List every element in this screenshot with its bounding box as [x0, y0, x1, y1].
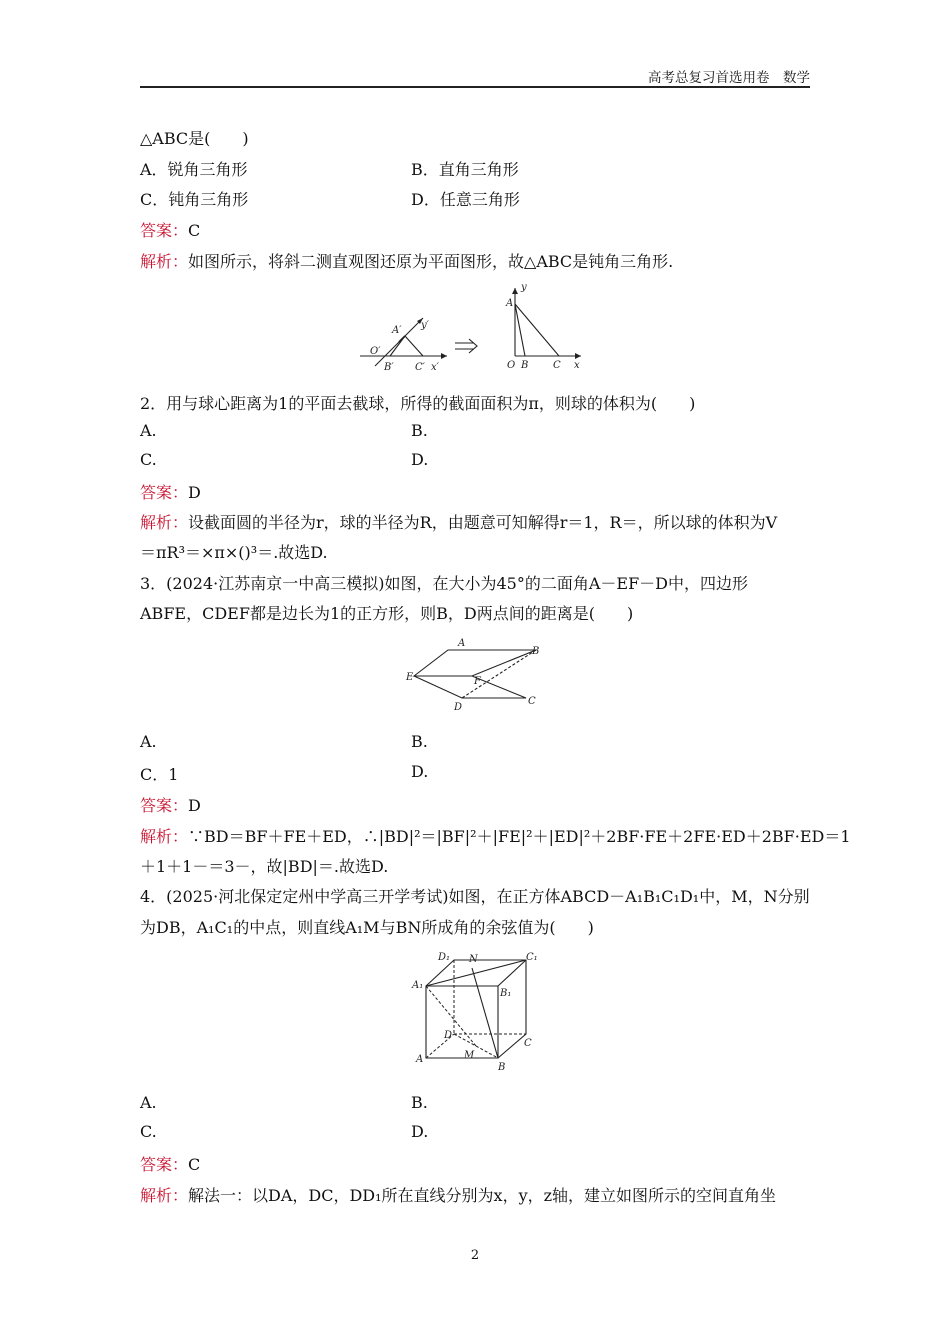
label-c: C	[528, 696, 536, 707]
q3-analysis-line1	[140, 824, 851, 847]
x-prime-arrowhead	[441, 353, 447, 359]
q4-option-d: D.	[411, 1122, 429, 1141]
label-a: A	[458, 638, 466, 649]
segment-ab-prime	[390, 336, 405, 356]
label-x: x	[574, 360, 580, 371]
label-b: B	[498, 1062, 506, 1073]
q3-option-d: D.	[411, 762, 429, 781]
label-c1: C₁	[526, 952, 538, 963]
q1-stem-tail: △ABC是( )	[140, 129, 249, 148]
q1-option-d: D．任意三角形	[411, 190, 520, 209]
page-number: 2	[470, 1248, 480, 1263]
label-y: y	[521, 282, 527, 293]
segment-bd	[462, 650, 536, 698]
label-f: F	[474, 676, 481, 687]
label-d: D	[444, 1030, 453, 1041]
label-a1: A₁	[412, 980, 424, 991]
label-d: D	[454, 702, 463, 713]
label-b: B	[532, 646, 540, 657]
q3-option-c: C．1	[140, 765, 179, 784]
q4-analysis	[140, 1183, 776, 1206]
diagonal-db	[454, 1034, 498, 1058]
q1-option-b: B．直角三角形	[411, 160, 519, 179]
label-b-prime: B′	[384, 362, 394, 373]
analysis-text: 如图所示，将斜二测直观图还原为平面图形，故△ABC是钝角三角形.	[188, 252, 674, 271]
label-e: E	[406, 672, 414, 683]
q2-option-d: D.	[411, 450, 429, 469]
q3-stem-line2: ABFE，CDEF都是边长为1的正方形，则B，D两点间的距离是( )	[140, 604, 634, 623]
y-arrowhead	[512, 288, 518, 294]
q4-option-b: B.	[411, 1093, 428, 1112]
label-x-prime: x′	[431, 362, 439, 373]
q1-figure-oblique-projection	[355, 280, 590, 376]
q2-stem: 2．用与球心距离为1的平面去截球，所得的截面面积为π，则球的体积为( )	[140, 394, 696, 413]
q4-answer	[140, 1152, 200, 1175]
q3-option-b: B.	[411, 732, 428, 751]
segment-bn	[472, 968, 498, 1058]
segment-ab	[515, 304, 525, 356]
answer-label: 答案：	[140, 796, 189, 815]
label-c: C	[524, 1038, 532, 1049]
q1-answer	[140, 218, 200, 241]
label-b: B	[521, 360, 529, 371]
analysis-label: 解析：	[140, 513, 189, 532]
analysis-label: 解析：	[140, 1186, 189, 1205]
label-a: A	[416, 1054, 424, 1065]
running-header: 高考总复习首选用卷 数学	[648, 70, 810, 86]
answer-value: D	[188, 483, 201, 502]
answer-value: C	[188, 221, 201, 240]
label-d1: D₁	[438, 952, 451, 963]
square-abfe	[414, 650, 536, 676]
q1-option-a: A．锐角三角形	[140, 160, 248, 179]
cube-back-edges	[426, 960, 526, 1058]
analysis-text: 解法一：以DA，DC，DD₁所在直线分别为x，y，z轴，建立如图所示的空间直角坐	[188, 1186, 777, 1205]
segment-ac	[515, 304, 559, 356]
analysis-label: 解析：	[140, 827, 189, 846]
label-n: N	[469, 954, 478, 965]
q1-analysis	[140, 249, 673, 272]
segment-ac-prime	[405, 336, 423, 356]
q2-option-b: B.	[411, 421, 428, 440]
q2-option-c: C.	[140, 450, 157, 469]
q4-figure-cube	[408, 948, 543, 1076]
q3-stem-line1: 3．(2024·江苏南京一中高三模拟)如图，在大小为45°的二面角A－EF－D中，四边形	[140, 574, 748, 593]
q2-analysis-line1	[140, 510, 777, 533]
q1-option-c: C．钝角三角形	[140, 190, 249, 209]
answer-value: D	[188, 796, 201, 815]
label-y-prime: y′	[421, 320, 429, 331]
q4-option-a: A.	[140, 1093, 157, 1112]
q2-option-a: A.	[140, 421, 157, 440]
answer-value: C	[188, 1155, 201, 1174]
label-b1: B₁	[500, 988, 512, 999]
analysis-text: 设截面圆的半径为r，球的半径为R，由题意可知解得r＝1，R＝，所以球的体积为V	[188, 513, 778, 532]
q4-stem-line2: 为DB，A₁C₁的中点，则直线A₁M与BN所成角的余弦值为( )	[140, 918, 594, 937]
arrow-head	[469, 339, 477, 353]
label-c-prime: C′	[415, 362, 425, 373]
answer-label: 答案：	[140, 483, 189, 502]
analysis-text: ∵BD＝BF＋FE＋ED，∴|BD|²＝|BF|²＋|FE|²＋|ED|²＋2BF·FE＋2FE·ED＋2BF·ED＝1	[188, 827, 851, 846]
x-arrowhead	[575, 353, 581, 359]
answer-label: 答案：	[140, 1155, 189, 1174]
label-o-prime: O′	[370, 346, 381, 357]
q2-analysis-line2: ＝πR³＝×π×()³＝.故选D.	[140, 543, 328, 562]
label-a: A	[506, 298, 514, 309]
analysis-label: 解析：	[140, 252, 189, 271]
q4-option-c: C.	[140, 1122, 157, 1141]
answer-label: 答案：	[140, 221, 189, 240]
q4-stem-line1: 4．(2025·河北保定定州中学高三开学考试)如图，在正方体ABCD－A₁B₁C₁D₁中，M，N分别	[140, 887, 810, 906]
header-rule	[140, 86, 810, 88]
label-a-prime: A′	[392, 325, 402, 336]
q2-answer	[140, 480, 201, 503]
q3-analysis-line2: ＋1＋1－＝3－，故|BD|＝.故选D.	[140, 857, 389, 876]
label-o: O	[507, 360, 516, 371]
square-cdef	[414, 676, 526, 698]
q3-option-a: A.	[140, 732, 157, 751]
label-m: M	[464, 1050, 475, 1061]
q3-answer	[140, 793, 201, 816]
q3-figure-dihedral-angle	[400, 634, 550, 714]
label-c: C	[553, 360, 561, 371]
